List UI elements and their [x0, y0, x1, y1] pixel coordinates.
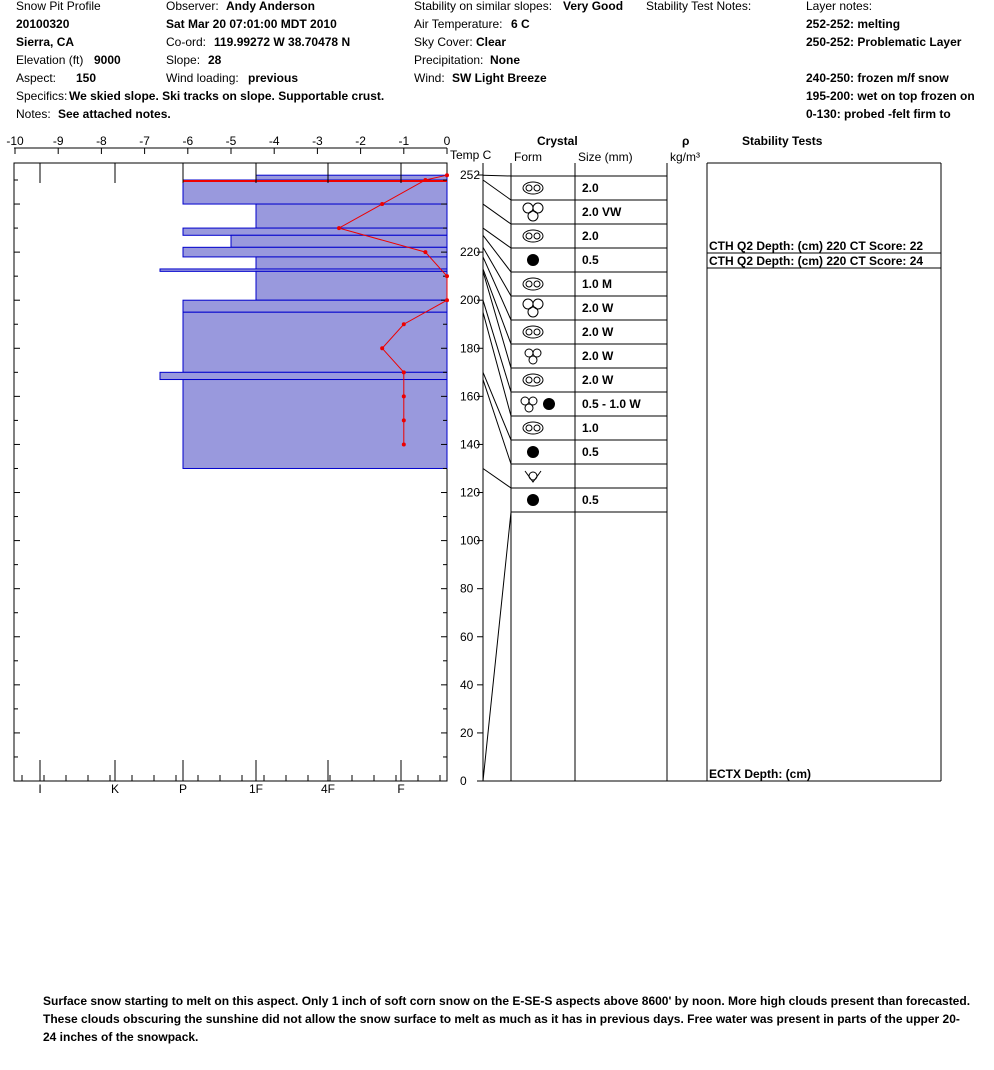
- pit-location: Sierra, CA: [16, 35, 75, 49]
- rounded-grain-icon: [526, 329, 532, 335]
- hardness-bar: [183, 247, 447, 257]
- wind-label: Wind:: [414, 71, 445, 85]
- layer-connector: [483, 269, 511, 344]
- rounded-grain-icon: [526, 377, 532, 383]
- layer-grain-size: 0.5: [582, 445, 599, 459]
- temperature-point: [402, 418, 406, 422]
- layer-connector: [483, 380, 511, 464]
- pit-date: 20100320: [16, 17, 70, 31]
- layer-connector: [483, 228, 511, 248]
- temp-tick-label: -4: [268, 134, 280, 148]
- stability-tests-header: Stability Tests: [742, 134, 823, 148]
- hardness-tick-label: K: [110, 782, 120, 796]
- layer-connector: [483, 512, 511, 781]
- rounded-grain-icon: [534, 425, 540, 431]
- coord-label: Co-ord:: [166, 35, 207, 49]
- specifics-value: We skied slope. Ski tracks on slope. Supportable crust.: [69, 89, 385, 103]
- depth-tick-label: 40: [460, 677, 474, 692]
- hardness-bar: [231, 235, 447, 247]
- layer-note: 250-252: Problematic Layer: [806, 35, 962, 49]
- crystal-header: Crystal: [537, 134, 578, 148]
- rounded-grain-icon: [526, 281, 532, 287]
- layer-connector: [483, 468, 511, 488]
- rounded-grain-icon: [526, 425, 532, 431]
- temp-tick-label: -7: [139, 134, 150, 148]
- layer-connector: [483, 372, 511, 440]
- clustered-grain-icon: [529, 356, 537, 364]
- temp-tick-label: -1: [398, 134, 410, 148]
- hardness-bar: [183, 180, 447, 204]
- temp-tick-label: 0: [443, 134, 451, 148]
- sky-cover-label: Sky Cover:: [414, 35, 473, 49]
- size-header: Size (mm): [578, 150, 633, 164]
- notes-label: Notes:: [16, 107, 51, 121]
- layer-connector: [483, 175, 511, 176]
- layer-grain-size: 0.5: [582, 253, 599, 267]
- ice-layer-icon: [527, 254, 539, 266]
- footer-notes: Surface snow starting to melt on this aspect. Only 1 inch of soft corn snow on the E-SE-S aspects above 8600' by noon. More high clouds present than forecasted. These clouds obscuring the sunshine did not allow the snow surface to melt as much as it has in previous days. Free water was present in parts of the upper 20-24 inches of the snowpack.: [43, 994, 971, 1044]
- temperature-point: [445, 173, 449, 177]
- aspect-label: Aspect:: [16, 71, 57, 85]
- observer-label: Observer:: [166, 0, 219, 13]
- notes-value: See attached notes.: [58, 107, 171, 121]
- layer-connector: [483, 300, 511, 392]
- layer-grain-size: 0.5: [582, 493, 599, 507]
- coord-value: 119.99272 W 38.70478 N: [214, 35, 351, 49]
- hardness-bar: [183, 380, 447, 469]
- depth-tick-label: 252: [460, 168, 481, 182]
- depth-tick-label: 60: [460, 629, 474, 644]
- stability-value: Very Good: [563, 0, 624, 13]
- hardness-bar: [256, 175, 447, 180]
- temperature-point: [380, 202, 384, 206]
- hardness-bar: [183, 228, 447, 235]
- hardness-tick-label: F: [397, 782, 405, 796]
- form-header: Form: [514, 150, 542, 164]
- stability-test-result: CTH Q2 Depth: (cm) 220 CT Score: 24: [709, 254, 924, 268]
- layer-grain-size: 2.0: [582, 229, 599, 243]
- hardness-tick-label: 1F: [248, 782, 264, 796]
- air-temp-label: Air Temperature:: [414, 17, 503, 31]
- depth-tick-label: 200: [460, 293, 481, 308]
- temp-tick-label: -8: [96, 134, 107, 148]
- temperature-point: [402, 370, 406, 374]
- temperature-point: [337, 226, 341, 230]
- depth-tick-label: 20: [460, 725, 474, 740]
- clustered-grain-icon: [528, 307, 538, 317]
- hardness-bar: [183, 312, 447, 372]
- rounded-grain-icon: [534, 329, 540, 335]
- temperature-point: [402, 322, 406, 326]
- precip-label: Precipitation:: [414, 53, 484, 67]
- stability-label: Stability on similar slopes:: [414, 0, 553, 13]
- temp-tick-label: -2: [355, 134, 366, 148]
- temperature-point: [445, 274, 449, 278]
- layer-grain-size: 2.0 VW: [582, 205, 622, 219]
- depth-tick-label: 180: [460, 341, 481, 356]
- stability-test-result: ECTX Depth: (cm): [709, 767, 811, 781]
- slope-label: Slope:: [166, 53, 201, 67]
- sky-cover-value: Clear: [476, 35, 507, 49]
- clustered-grain-icon: [525, 404, 533, 412]
- rounded-grain-icon: [534, 185, 540, 191]
- ice-layer-icon: [527, 446, 539, 458]
- layer-note: 195-200: wet on top frozen on: [806, 89, 975, 103]
- clustered-grain-icon: [528, 211, 538, 221]
- temp-tick-label: -3: [312, 134, 323, 148]
- layer-connector: [483, 204, 511, 224]
- observation-datetime: Sat Mar 20 07:01:00 MDT 2010: [166, 17, 337, 31]
- wind-loading-label: Wind loading:: [166, 71, 239, 85]
- depth-tick-label: 80: [460, 581, 474, 596]
- layer-note: 0-130: probed -felt firm to: [806, 107, 951, 121]
- density-unit-header: kg/m³: [670, 150, 700, 164]
- layer-connector: [483, 312, 511, 416]
- layer-connector: [483, 271, 511, 368]
- layer-grain-size: 2.0 W: [582, 373, 614, 387]
- ice-layer-icon: [543, 398, 555, 410]
- stability-test-result: CTH Q2 Depth: (cm) 220 CT Score: 22: [709, 239, 924, 253]
- wind-loading-value: previous: [248, 71, 299, 85]
- layer-grain-size: 0.5 - 1.0 W: [582, 397, 641, 411]
- precip-value: None: [490, 53, 520, 67]
- air-temp-value: 6 C: [511, 17, 530, 31]
- temperature-point: [402, 394, 406, 398]
- depth-tick-label: 160: [460, 389, 481, 404]
- layer-grain-size: 2.0 W: [582, 301, 614, 315]
- temperature-point: [445, 298, 449, 302]
- layer-grain-size: 1.0: [582, 421, 599, 435]
- observer-value: Andy Anderson: [226, 0, 315, 13]
- depth-tick-label: 100: [460, 533, 481, 548]
- layer-note: 240-250: frozen m/f snow: [806, 71, 949, 85]
- layer-connector: [483, 180, 511, 200]
- rounded-grain-icon: [534, 281, 540, 287]
- layer-grain-size: 2.0: [582, 181, 599, 195]
- temp-axis-label: Temp C: [450, 148, 492, 162]
- hardness-tick-label: P: [178, 782, 188, 796]
- temp-tick-label: -5: [225, 134, 237, 148]
- hardness-bar: [256, 271, 447, 300]
- surface-hoar-icon: [529, 472, 537, 480]
- hardness-bar: [256, 204, 447, 228]
- temperature-point: [402, 442, 406, 446]
- rho-header: ρ: [682, 134, 690, 148]
- hardness-bar: [183, 300, 447, 312]
- rounded-grain-icon: [526, 233, 532, 239]
- specifics-label: Specifics:: [16, 89, 68, 103]
- depth-tick-label: 120: [460, 485, 481, 500]
- rounded-grain-icon: [526, 185, 532, 191]
- temperature-point: [380, 346, 384, 350]
- elevation-label: Elevation (ft): [16, 53, 84, 67]
- layer-grain-size: 2.0 W: [582, 325, 614, 339]
- hardness-tick-label: 4F: [320, 782, 336, 796]
- layer-notes-label: Layer notes:: [806, 0, 873, 13]
- hardness-tick-label: I: [38, 782, 42, 796]
- layer-grain-size: 1.0 M: [582, 277, 613, 291]
- depth-tick-label: 140: [460, 437, 481, 452]
- elevation-value: 9000: [94, 53, 121, 67]
- depth-tick-label: 220: [460, 245, 481, 260]
- temp-tick-label: -9: [52, 134, 64, 148]
- stability-test-notes-label: Stability Test Notes:: [646, 0, 752, 13]
- layer-grain-size: 2.0 W: [582, 349, 614, 363]
- wind-value: SW Light Breeze: [452, 71, 547, 85]
- rounded-grain-icon: [534, 377, 540, 383]
- layer-note: 252-252: melting: [806, 17, 901, 31]
- temp-tick-label: -10: [6, 134, 24, 148]
- profile-title: Snow Pit Profile: [16, 0, 101, 13]
- temp-tick-label: -6: [182, 134, 194, 148]
- temperature-point: [423, 250, 427, 254]
- aspect-value: 150: [76, 71, 97, 85]
- temperature-point: [423, 178, 427, 182]
- slope-value: 28: [208, 53, 222, 67]
- rounded-grain-icon: [534, 233, 540, 239]
- depth-tick-label: 0: [460, 774, 467, 788]
- ice-layer-icon: [527, 494, 539, 506]
